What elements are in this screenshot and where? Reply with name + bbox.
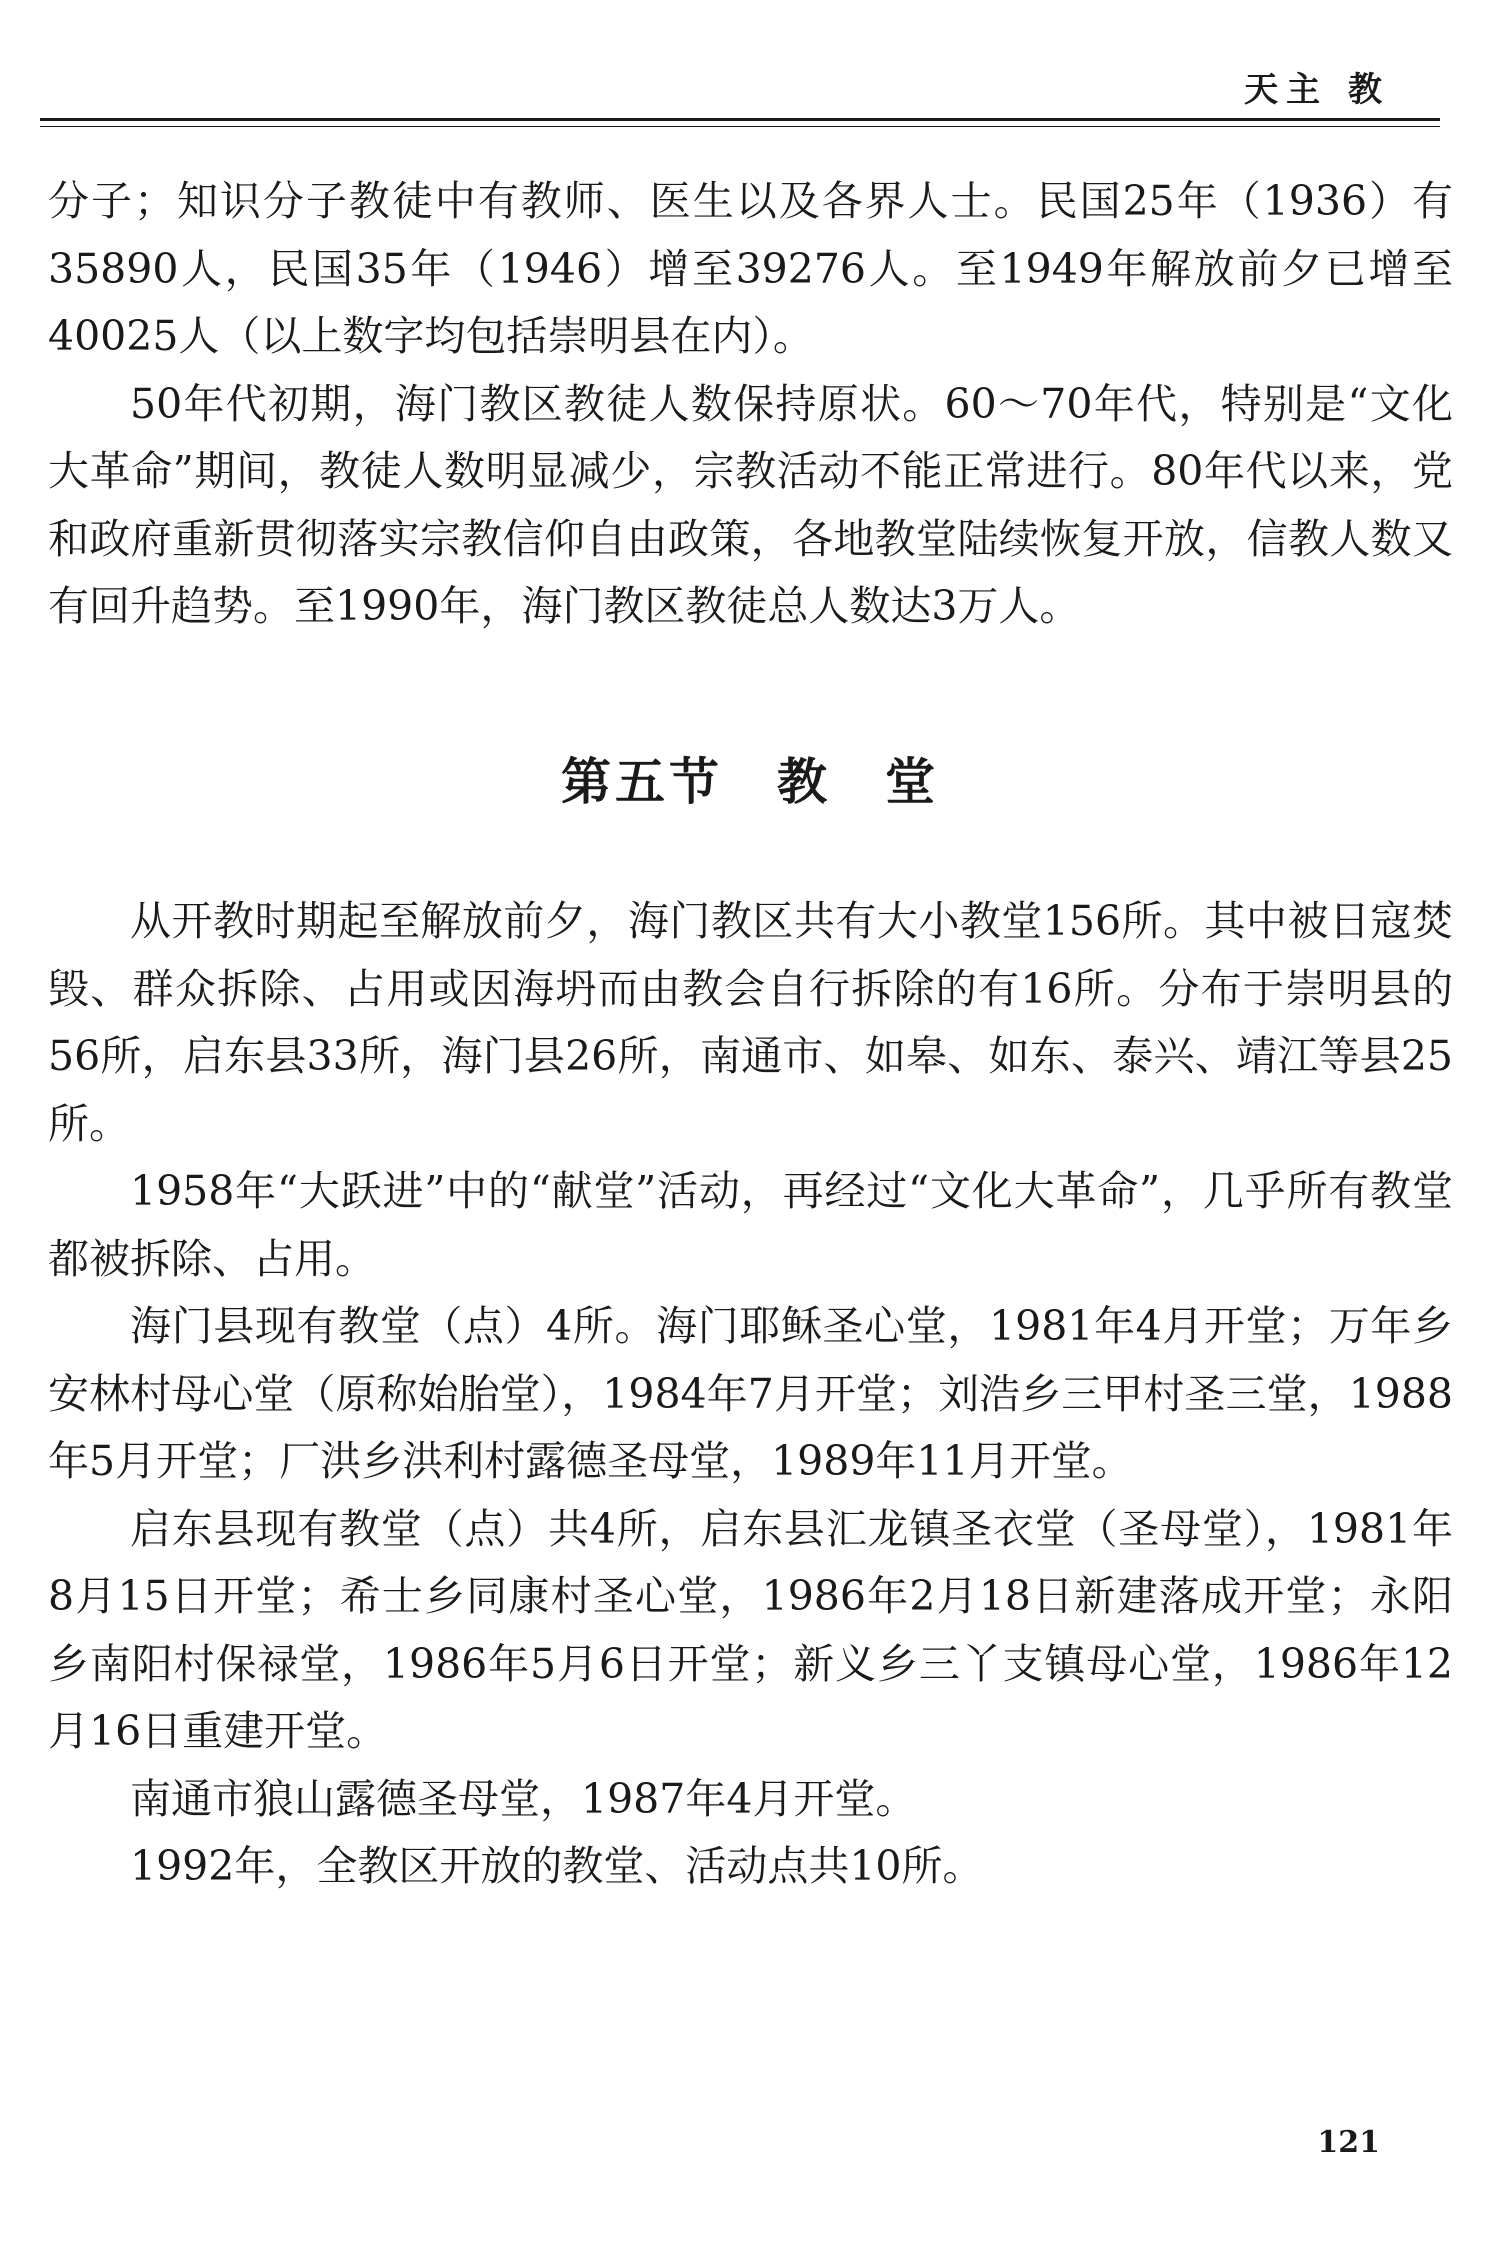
running-header-title: 天主 教	[1244, 70, 1390, 110]
page-number: 121	[1317, 2125, 1380, 2160]
paragraph: 1958年“大跃进”中的“献堂”活动，再经过“文化大革命”，几乎所有教堂都被拆除、占用。	[48, 1167, 1453, 1283]
section-title: 教 堂	[777, 753, 939, 811]
paragraph: 启东县现有教堂（点）共4所，启东县汇龙镇圣衣堂（圣母堂），1981年8月15日开堂；希士乡同康村圣心堂，1986年2月18日新建落成开堂；永阳乡南阳村保禄堂，1986年5月6日开堂；新义乡三丫支镇母心堂，1986年12月16日重建开堂。	[48, 1504, 1453, 1755]
paragraph: 50年代初期，海门教区教徒人数保持原状。60～70年代，特别是“文化大革命”期间，教徒人数明显减少，宗教活动不能正常进行。80年代以来，党和政府重新贯彻落实宗教信仰自由政策，各地教堂陆续恢复开放，信教人数又有回升趋势。至1990年，海门教区教徒总人数达3万人。	[48, 379, 1453, 630]
paragraph: 南通市狼山露德圣母堂，1987年4月开堂。	[130, 1774, 917, 1823]
text-block-bottom	[48, 888, 1453, 1901]
header-rule-thick	[40, 118, 1440, 121]
paragraph: 从开教时期起至解放前夕，海门教区共有大小教堂156所。其中被日寇焚毁、群众拆除、占用或因海坍而由教会自行拆除的有16所。分布于崇明县的56所，启东县33所，海门县26所，南通市、如皋、如东、泰兴、靖江等县25所。	[48, 897, 1453, 1148]
paragraph: 海门县现有教堂（点）4所。海门耶稣圣心堂，1981年4月开堂；万年乡安林村母心堂（原称始胎堂），1984年7月开堂；刘浩乡三甲村圣三堂，1988年5月开堂；厂洪乡洪利村露德圣母堂，1989年11月开堂。	[48, 1302, 1453, 1485]
section-number: 第五节	[561, 753, 723, 811]
header-rule-thin	[40, 126, 1440, 127]
text-block-top	[48, 168, 1453, 641]
paragraph: 1992年，全教区开放的教堂、活动点共10所。	[130, 1842, 984, 1890]
paragraph: 分子；知识分子教徒中有教师、医生以及各界人士。民国25年（1936）有35890人，民国35年（1946）增至39276人。至1949年解放前夕已增至40025人（以上数字均包括崇明县在内）。	[48, 177, 1453, 360]
section-heading	[0, 742, 1500, 814]
